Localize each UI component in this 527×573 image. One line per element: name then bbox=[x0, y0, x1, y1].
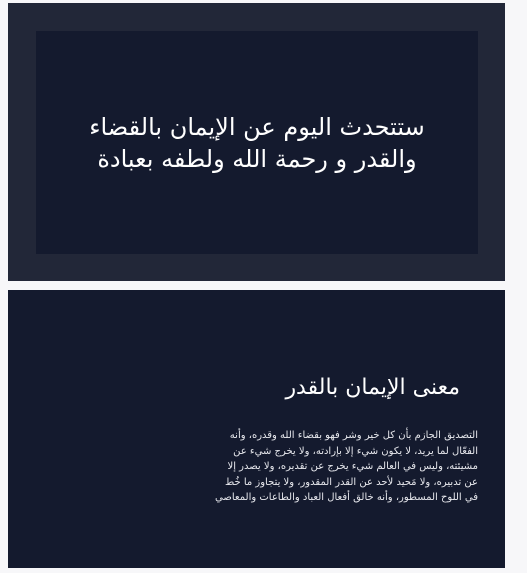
slide-2-body: التصديق الجازم بأن كل خير وشر فهو بقضاء الله وقدره، وأنه الفعّال لما يريد، لا يكون شيء إلا بإرادته، ولا يخرج شيء عن مشيئته، وليس في العالم شيء يخرج عن تقديره، ولا يصدر إلا عن تدبيره، ولا مَحيد لأحد عن القدر المقدور، ولا يتجاوز ما خُط في اللوح المسطور، وأنه خالق أفعال العباد والطاعات والمعاصي bbox=[215, 430, 478, 503]
slide-1 bbox=[8, 3, 505, 281]
slide-2-title: معنى الإيمان بالقدر bbox=[285, 375, 460, 400]
slide-1-title: ستتحدث اليوم عن الإيمان بالقضاء والقدر و رحمة الله ولطفه بعبادة bbox=[89, 112, 425, 173]
slide-2 bbox=[8, 290, 505, 568]
slide-1-content-box bbox=[36, 31, 478, 254]
